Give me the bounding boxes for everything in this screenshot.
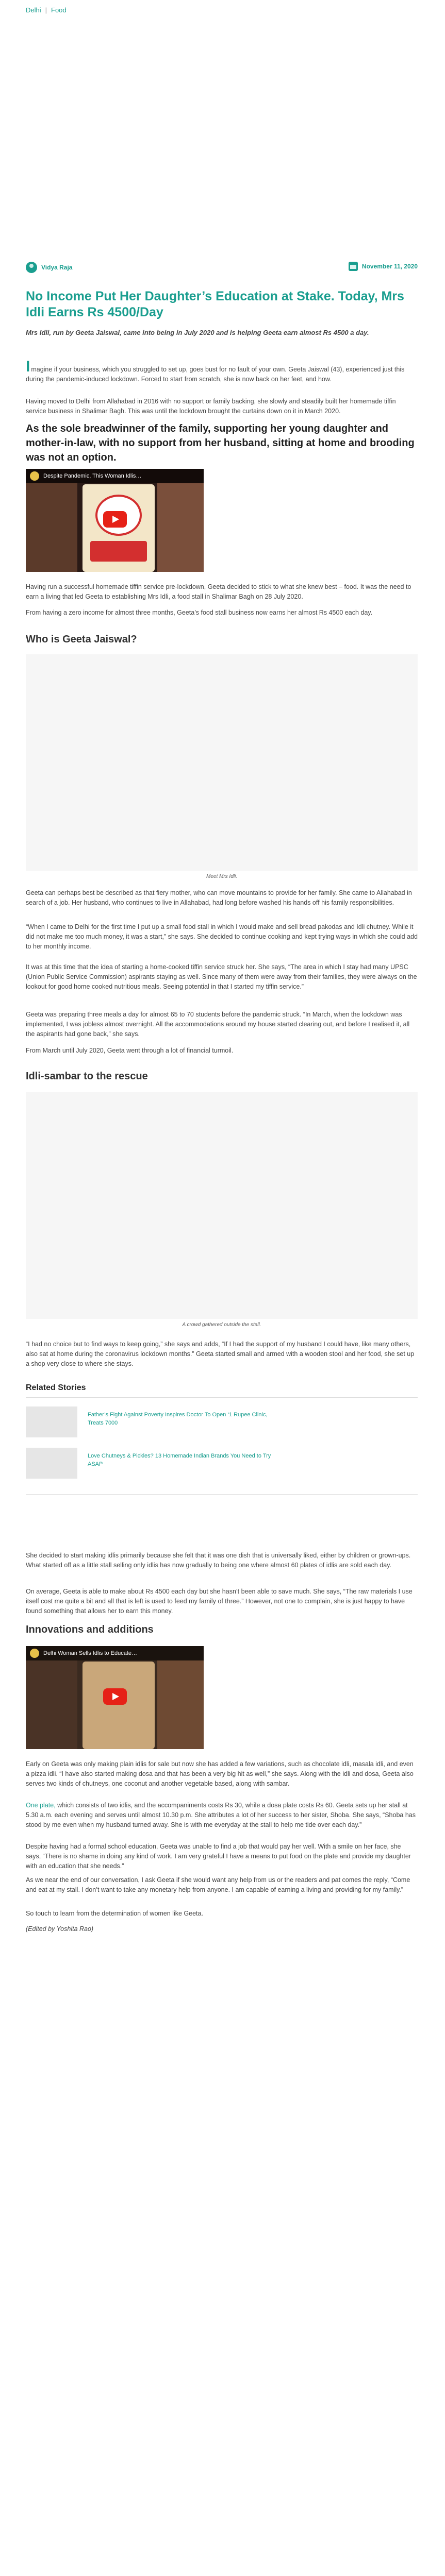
video-scene — [83, 1662, 155, 1749]
editor-note: (Edited by Yoshita Rao) — [26, 1925, 94, 1933]
paragraph-9: From March until July 2020, Geeta went through a lot of financial turmoil. — [26, 1047, 234, 1054]
pull-quote-heading: As the sole breadwinner of the family, supporting her young daughter and mother-in-law, with no support from her husband, sitting at home and brooding was not an option. — [26, 423, 415, 463]
paragraph-2: Having moved to Delhi from Allahabad in 2016 with no support or family backing, she slowly and steadily built her homemade tiffin service business in Shalimar Bagh. This was until the lockdown brought the curtains down on it in March 2020. — [26, 398, 396, 415]
divider — [26, 1494, 418, 1495]
video-frame-left — [26, 483, 77, 572]
divider — [26, 1397, 418, 1398]
section-heading-sambar: Idli-sambar to the rescue — [26, 1071, 148, 1082]
page-title: No Income Put Her Daughter’s Education at Stake. Today, Mrs Idli Earns Rs 4500/Day — [26, 289, 404, 319]
date-block — [349, 262, 418, 271]
article-meta — [26, 262, 418, 274]
image-caption-1: Meet Mrs Idli. — [206, 874, 237, 879]
related-title[interactable]: Love Chutneys & Pickles? 13 Homemade Indian Brands You Need to Try ASAP — [88, 1453, 271, 1467]
related-stories-heading: Related Stories — [26, 1383, 86, 1392]
article-subtitle: Mrs Idli, run by Geeta Jaiswal, came into being in July 2020 and is helping Geeta earn almost Rs 4500 a day. — [26, 329, 369, 336]
paragraph-1 — [26, 358, 418, 384]
video-player-2[interactable] — [26, 1646, 204, 1749]
video-frame-right — [157, 483, 204, 572]
related-title[interactable]: Father’s Fight Against Poverty Inspires Doctor To Open ‘1 Rupee Clinic, Treats 7000 — [88, 1412, 268, 1426]
paragraph-5: Geeta can perhaps best be described as that fiery mother, who can move mountains to provide for her family. She came to Allahabad in search of a job. Her husband, who continues to live in Allahabad, had long before washed his hands off his family responsibilities. — [26, 889, 412, 906]
article-image-2 — [26, 1092, 418, 1319]
paragraph-17: So touch to learn from the determination of women like Geeta. — [26, 1910, 203, 1917]
video-title[interactable]: Despite Pandemic, This Woman Idlis… — [43, 473, 142, 479]
article-image-1 — [26, 654, 418, 871]
video-title[interactable]: Delhi Woman Sells Idlis to Educate… — [43, 1650, 137, 1656]
paragraph-7: It was at this time that the idea of starting a home-cooked tiffin service struck her. She says, “The area in which I stay had many UPSC (Union Public Service Commission) aspirants staying as well. Since many of them were away from their families, they were always on the lookout for good home cooked nutritious meals. Seeing potential in that I started my tiffin service.” — [26, 963, 417, 990]
paragraph-12: On average, Geeta is able to make about Rs 4500 each day but she hasn’t been able to save much. She says, “The raw materials I use itself cost me quite a bit and all that is left is used to feed my family of three.” However, not one to complain, she is just happy to have found something that allows her to earn this money. — [26, 1588, 413, 1615]
author-block[interactable] — [26, 262, 72, 273]
video-title-bar — [26, 1646, 204, 1660]
calendar-icon — [349, 262, 358, 271]
section-heading-who: Who is Geeta Jaiswal? — [26, 634, 137, 645]
paragraph-13: Early on Geeta was only making plain idlis for sale but now she has added a few variations, such as chocolate idli, masala idli, and even a pizza idli. “I have also started making dosa and that has been a very big hit as well,” she says. Along with the idli and dosa, Geeta also serves two kinds of chutneys, one coconut and another vegetable based, along with sambar. — [26, 1760, 414, 1787]
breadcrumb-item-food[interactable]: Food — [51, 6, 67, 14]
image-caption-2: A crowd gathered outside the stall. — [182, 1322, 261, 1328]
paragraph-1-text: magine if your business, which you struggled to set up, goes bust for no fault of your own. Geeta Jaiswal (43), experienced just this during the pandemic-induced lockdown. Forced to start from scratch, she is now back on her feet, and how. — [26, 366, 405, 383]
breadcrumb-separator: | — [45, 6, 47, 14]
breadcrumb-item-delhi[interactable]: Delhi — [26, 6, 41, 14]
paragraph-15: Despite having had a formal school education, Geeta was unable to find a job that would pay her well. With a smile on her face, she says, “There is no shame in doing any kind of work. I am very grateful I have a means to put food on the plate and provide my daughter with an education that she needs.” — [26, 1843, 411, 1870]
dropcap: I — [26, 358, 30, 375]
video-banner — [90, 541, 147, 562]
author-name[interactable]: Vidya Raja — [41, 264, 73, 271]
related-thumbnail[interactable] — [26, 1406, 77, 1437]
paragraph-14-text: which consists of two idlis, and the accompaniments costs Rs 30, while a dosa plate costs Rs 60. Geeta sets up her stall at 5.30 a.m. each evening and serves until almost 10.30 p.m. She attributes a lot of her success to her sister, Shoba. She says, “Shoba has stood by me even when my husband turned away. She is with me everyday at the stall to help me tide over each day.” — [26, 1802, 416, 1828]
paragraph-8: Geeta was preparing three meals a day for almost 65 to 70 students before the pandemic struck. “In March, when the lockdown was implemented, I was jobless almost overnight. All the accommodations around my house started clearing out, and before I realised it, all the aspirants had gone back,” she says. — [26, 1011, 410, 1038]
channel-logo-icon — [30, 1649, 39, 1658]
section-heading-innovations: Innovations and additions — [26, 1624, 154, 1635]
breadcrumb — [26, 6, 67, 14]
related-story-item[interactable] — [26, 1406, 418, 1437]
paragraph-10: “I had no choice but to find ways to keep going,” she says and adds, “If I had the support of my husband I could have, like many others, also sat at home during the coronavirus lockdown months.” Geeta started small and armed with a wooden stool and her food, she set up a shop very close to where she stays. — [26, 1341, 415, 1367]
paragraph-3: Having run a successful homemade tiffin service pre-lockdown, Geeta decided to stick to what she knew best – food. It was the need to earn a living that led Geeta to establishing Mrs Idli, a food stall in Shalimar Bagh on 28 July 2020. — [26, 583, 411, 600]
related-thumbnail[interactable] — [26, 1448, 77, 1479]
video-player-1[interactable] — [26, 469, 204, 572]
play-button-icon[interactable] — [103, 1688, 127, 1705]
paragraph-6: “When I came to Delhi for the first time I put up a small food stall in which I would make and sell bread pakodas and Idli chutney. While it did not make me too much money, it was a start,” she says. She decided to continue cooking and kept trying ways in which she could add to her monthly income. — [26, 923, 418, 950]
play-button-icon[interactable] — [103, 511, 127, 528]
video-frame-left — [26, 1660, 77, 1749]
related-story-item[interactable] — [26, 1448, 418, 1479]
video-title-bar — [26, 469, 204, 483]
paragraph-14 — [26, 1801, 418, 1830]
publish-date: November 11, 2020 — [361, 263, 418, 270]
paragraph-11: She decided to start making idlis primarily because she felt that it was one dish that is universally liked, either by children or grown-ups. What started off as a little stall selling only idlis has now gradually to being one where almost 60 plates of idlis are sold each day. — [26, 1552, 411, 1569]
paragraph-4: From having a zero income for almost three months, Geeta’s food stall business now earns her almost Rs 4500 each day. — [26, 609, 373, 616]
video-frame-right — [157, 1660, 204, 1749]
paragraph-16: As we near the end of our conversation, I ask Geeta if she would want any help from us or the readers and pat comes the reply, “Come and eat at my stall. I don’t want to take any monetary help from anyone. I am capable of earning a living and providing for my family.” — [26, 1876, 410, 1893]
one-plate-link[interactable]: One plate, — [26, 1802, 56, 1809]
avatar — [26, 262, 37, 273]
channel-logo-icon — [30, 471, 39, 481]
